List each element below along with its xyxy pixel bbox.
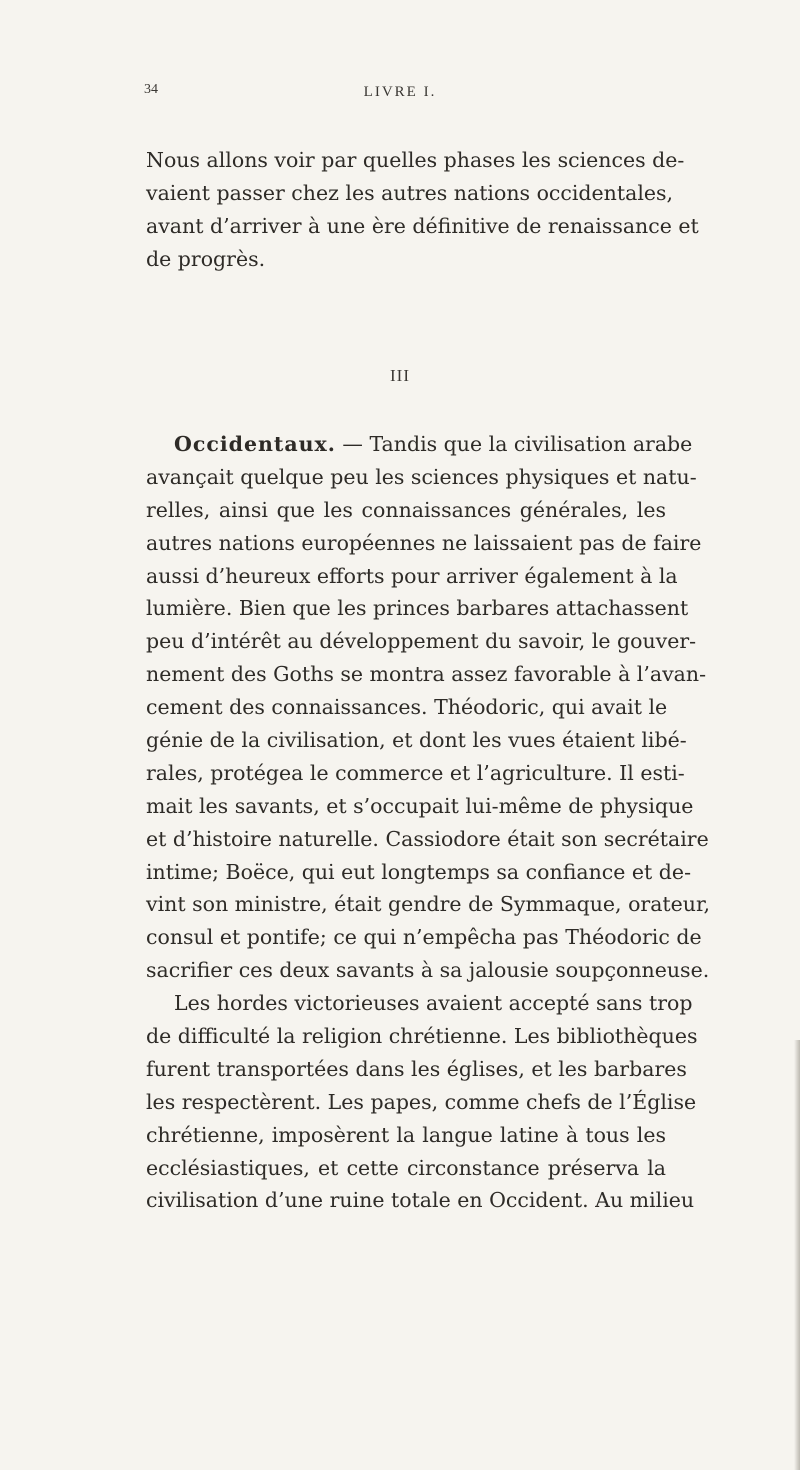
text-line: ecclésiastiques, et cette circonstance préserva la [146, 1155, 666, 1180]
text-line: de progrès. [146, 246, 266, 271]
section-first-line-text: — Tandis que la civilisation arabe [335, 432, 693, 456]
text-line: chrétienne, imposèrent la langue latine à tous les [146, 1122, 666, 1147]
page-edge-shadow [794, 1040, 800, 1470]
text-line: sacrifier ces deux savants à sa jalousie soupçonneuse. [146, 958, 710, 983]
text-line: de difficulté la religion chrétienne. Les bibliothèques [146, 1024, 698, 1049]
text-line: civilisation d’une ruine totale en Occident. Au milieu [146, 1188, 695, 1213]
page-number: 34 [144, 82, 158, 97]
text-line: et d’histoire naturelle. Cassiodore était son secrétaire [146, 826, 709, 851]
text-line: lumière. Bien que les princes barbares attachassent [146, 596, 689, 621]
text-line: autres nations européennes ne laissaient pas de faire [146, 530, 702, 555]
text-line: vint son ministre, était gendre de Symmaque, orateur, [146, 892, 711, 917]
text-line: avançait quelque peu les sciences physiques et natu- [146, 464, 697, 489]
text-line: relles, ainsi que les connaissances générales, les [146, 497, 666, 522]
intro-paragraph [146, 144, 699, 276]
text-line: furent transportées dans les églises, et les barbares [146, 1056, 687, 1081]
section-numeral: III [390, 366, 410, 385]
text-line: Nous allons voir par quelles phases les sciences de- [146, 148, 685, 172]
text-line: mait les savants, et s’occupait lui-même de physique [146, 793, 694, 818]
text-line: consul et pontife; ce qui n’empêcha pas Théodoric de [146, 925, 702, 950]
text-line: aussi d’heureux efforts pour arriver également à la [146, 563, 678, 588]
section-body [146, 428, 711, 1217]
text-line: vaient passer chez les autres nations occidentales, [146, 180, 674, 205]
text-line: intime; Boëce, qui eut longtemps sa confiance et de- [146, 859, 691, 884]
text-line: peu d’intérêt au développement du savoir, le gouver- [146, 629, 697, 654]
section-first-line [146, 428, 693, 461]
running-title: LIVRE I. [363, 84, 437, 100]
text-line: avant d’arriver à une ère définitive de renaissance et [146, 213, 699, 238]
text-line: génie de la civilisation, et dont les vues étaient libé- [146, 728, 687, 753]
text-line: rales, protégea le commerce et l’agriculture. Il esti- [146, 760, 685, 785]
text-line: les respectèrent. Les papes, comme chefs de l’Église [146, 1089, 697, 1114]
text-line: Les hordes victorieuses avaient accepté sans trop [174, 991, 693, 1016]
text-line: cement des connaissances. Théodoric, qui avait le [146, 695, 668, 720]
section-heading: Occidentaux. [174, 432, 336, 456]
text-line: nement des Goths se montra assez favorable à l’avan- [146, 662, 707, 687]
running-head [0, 82, 800, 106]
